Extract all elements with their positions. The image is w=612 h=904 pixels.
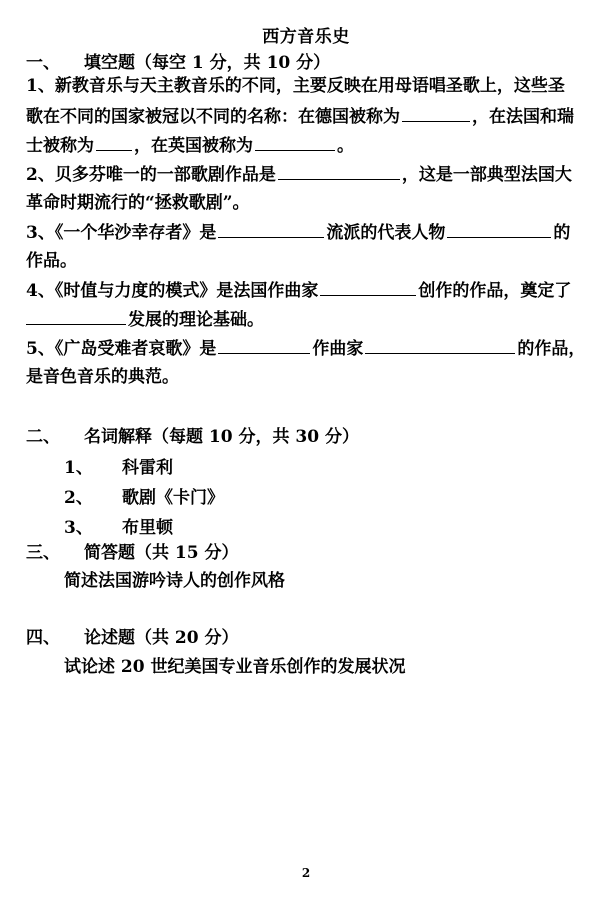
q1-blank-1[interactable]	[402, 104, 470, 122]
section-1-number: 一、	[26, 53, 60, 73]
q1-text-3: ，在法国和瑞	[472, 107, 574, 127]
q1-line-3	[26, 133, 594, 158]
q3-text-4: 作品。	[26, 251, 77, 271]
q1-text-2: 歌在不同的国家被冠以不同的名称：在德国被称为	[26, 107, 400, 127]
q1-blank-2[interactable]	[96, 133, 132, 151]
q4-line-2	[26, 307, 594, 332]
q4-text-3: 发展的理论基础。	[128, 310, 264, 330]
page-number: 2	[301, 866, 311, 880]
section-1-title: 填空题（每空 1 分，共 10 分）	[84, 53, 331, 73]
q3-blank-1[interactable]	[218, 220, 324, 238]
section-2-title: 名词解释（每题 10 分，共 30 分）	[84, 427, 359, 447]
q2-text-2: ，这是一部典型法国大	[401, 165, 572, 185]
item-3-text: 布里顿	[122, 518, 173, 538]
q4-blank-1[interactable]	[320, 278, 416, 296]
q1-text-1: 1、新教音乐与天主教音乐的不同，主要反映在用母语唱圣歌上，这些圣	[26, 76, 565, 96]
q1-line-2	[26, 104, 594, 129]
q5-blank-2[interactable]	[365, 336, 515, 354]
section-2-number: 二、	[26, 427, 60, 447]
q2-text-3: 革命时期流行的“拯救歌剧”。	[26, 193, 250, 213]
section-3-title: 简答题（共 15 分）	[84, 543, 239, 563]
q5-text-1: 5、《广岛受难者哀歌》是	[26, 339, 217, 359]
q1-text-5: ，在英国被称为	[134, 136, 253, 156]
q5-text-2: 作曲家	[312, 339, 364, 359]
q4-blank-2[interactable]	[26, 307, 126, 325]
q2-text-1: 2、贝多芬唯一的一部歌剧作品是	[26, 165, 276, 185]
item-1-text: 科雷利	[122, 458, 173, 478]
q4-line-1	[26, 278, 594, 303]
section-2-item-1	[64, 453, 173, 478]
q1-blank-3[interactable]	[255, 133, 335, 151]
item-1-number: 1、	[64, 458, 93, 478]
q1-line-1	[26, 74, 594, 98]
q3-blank-2[interactable]	[447, 220, 551, 238]
q2-line-1	[26, 162, 594, 187]
q1-text-4: 士被称为	[26, 136, 94, 156]
page-title: 西方音乐史	[262, 27, 350, 47]
section-2-item-2	[64, 483, 224, 508]
q2-line-2	[26, 191, 594, 215]
q3-text-2: 流派的代表人物	[326, 223, 446, 243]
q5-text-3: 的作品，	[517, 339, 586, 359]
q5-blank-1[interactable]	[218, 336, 310, 354]
q4-text-1: 4、《时值与力度的模式》是法国作曲家	[26, 281, 319, 301]
q4-text-2: 创作的作品，奠定了	[418, 281, 572, 301]
item-2-number: 2、	[64, 488, 93, 508]
section-4-number: 四、	[26, 628, 60, 648]
q1-text-6: 。	[337, 136, 354, 156]
q5-line-2	[26, 365, 594, 389]
section-4-title: 论述题（共 20 分）	[84, 628, 239, 648]
section-4-question: 试论述 20 世纪美国专业音乐创作的发展状况	[64, 657, 406, 677]
q2-blank-1[interactable]	[278, 162, 400, 180]
section-2-item-3	[64, 513, 173, 538]
q5-text-4: 是音色音乐的典范。	[26, 367, 179, 387]
q3-line-2	[26, 249, 594, 273]
section-3-question: 简述法国游吟诗人的创作风格	[64, 571, 285, 591]
item-3-number: 3、	[64, 518, 93, 538]
q3-text-3: 的	[553, 223, 571, 243]
q3-text-1: 3、《一个华沙幸存者》是	[26, 223, 217, 243]
q5-line-1	[26, 336, 594, 361]
section-3-number: 三、	[26, 543, 60, 563]
item-2-text: 歌剧《卡门》	[122, 488, 224, 508]
q3-line-1	[26, 220, 594, 245]
